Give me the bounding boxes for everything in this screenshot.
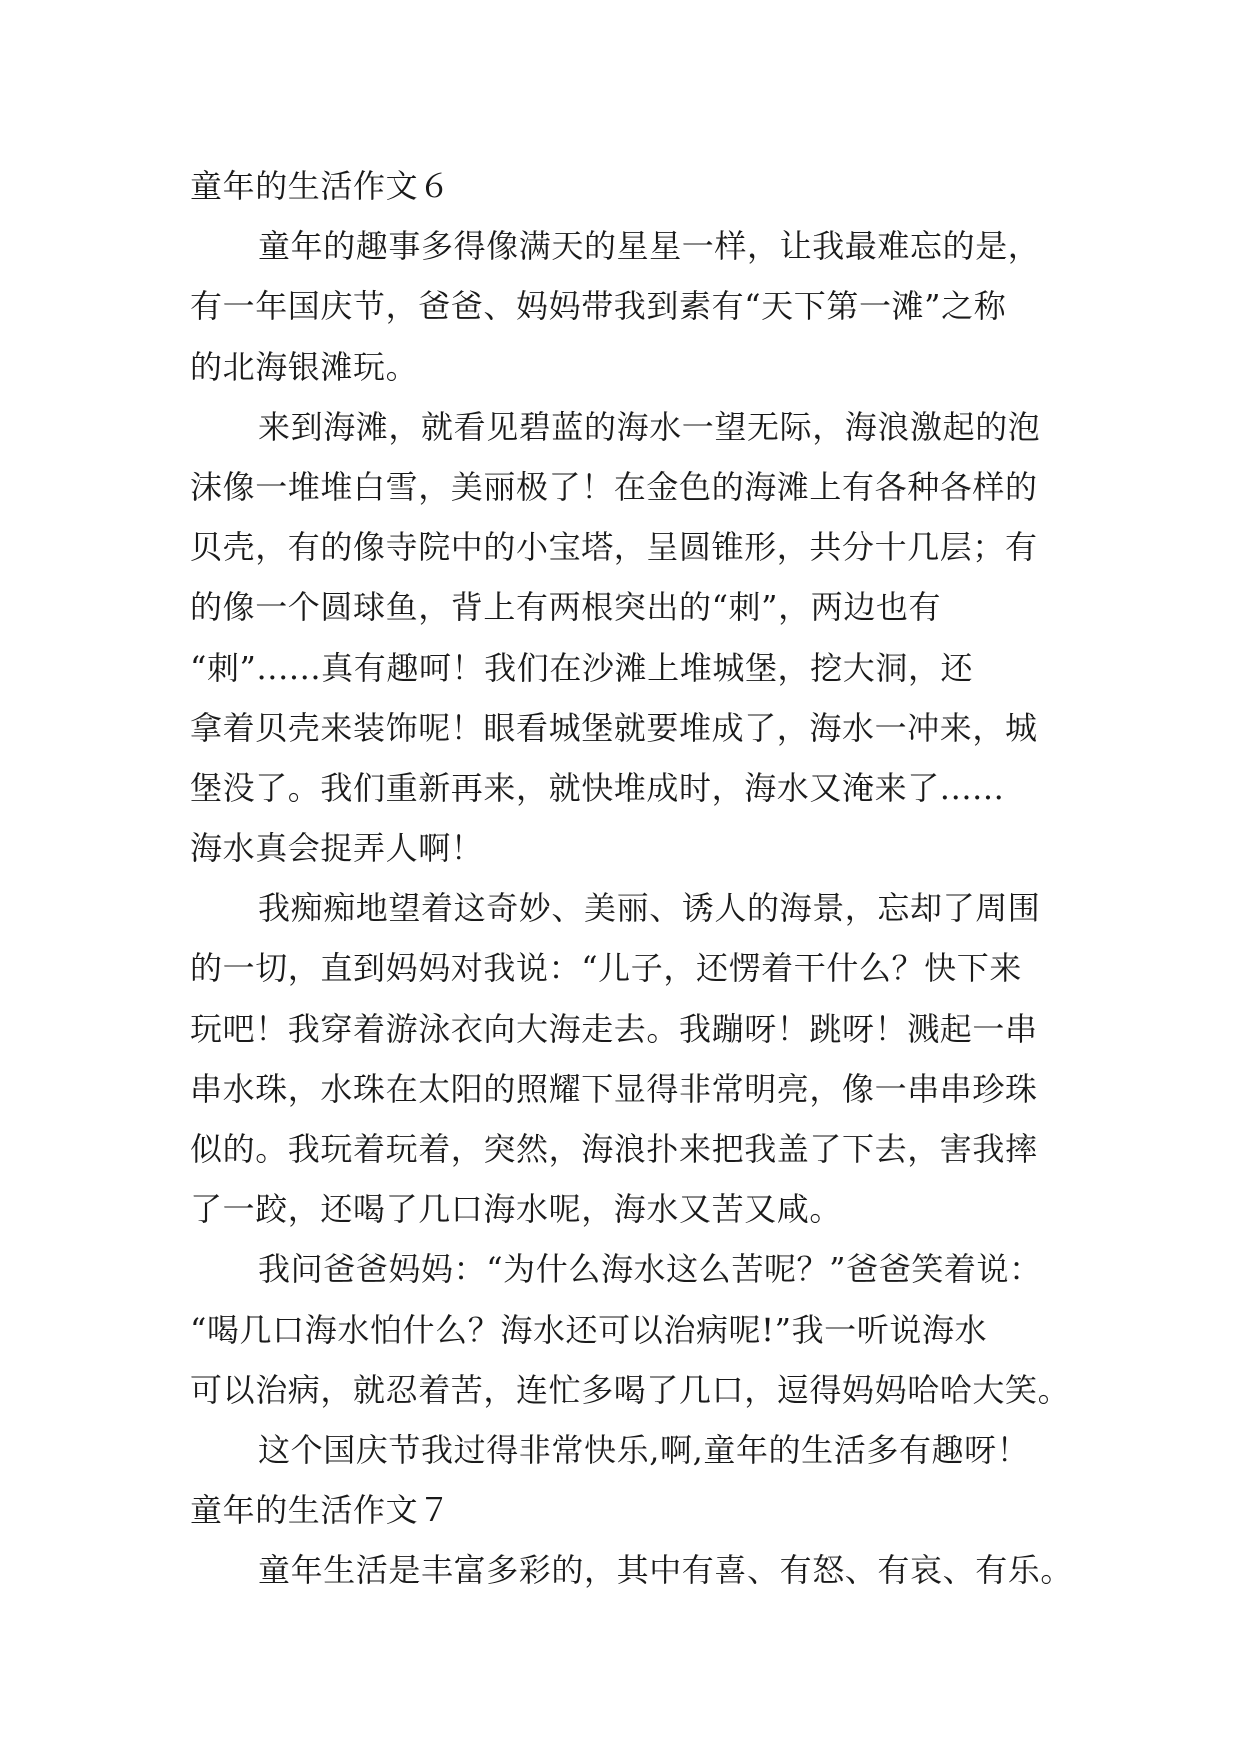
text-line: 似的。我玩着玩着，突然，海浪扑来把我盖了下去，害我摔 <box>190 1130 1038 1168</box>
text-line: 来到海滩，就看见碧蓝的海水一望无际，海浪激起的泡 <box>258 407 1041 446</box>
document-body <box>190 156 1074 1601</box>
text-line: 的像一个圆球鱼，背上有两根突出的“刺”，两边也有 <box>190 588 942 627</box>
text-line: “喝几口海水怕什么？海水还可以治病呢!”我一听说海水 <box>190 1310 988 1349</box>
text-line: 童年的趣事多得像满天的星星一样，让我最难忘的是， <box>258 227 1041 266</box>
text-line: 有一年国庆节，爸爸、妈妈带我到素有“天下第一滩”之称 <box>190 287 1007 326</box>
section-heading: 童年的生活作文７ <box>190 1491 451 1530</box>
text-line: 的北海银滩玩。 <box>190 347 419 386</box>
text-line: 串水珠，水珠在太阳的照耀下显得非常明亮，像一串串珍珠 <box>190 1069 1038 1108</box>
text-line: 贝壳，有的像寺院中的小宝塔，呈圆锥形，共分十几层；有 <box>190 528 1038 567</box>
text-line: 的一切，直到妈妈对我说：“儿子，还愣着干什么？快下来 <box>190 949 1022 988</box>
section-heading: 童年的生活作文６ <box>190 167 451 205</box>
text-line: 我问爸爸妈妈：“为什么海水这么苦呢？”爸爸笑着说： <box>258 1250 1042 1289</box>
text-line: 海水真会捉弄人啊！ <box>190 829 484 868</box>
text-line: 拿着贝壳来装饰呢！眼看城堡就要堆成了，海水一冲来，城 <box>190 708 1038 747</box>
text-line: 了一跤，还喝了几口海水呢，海水又苦又咸。 <box>190 1190 843 1229</box>
text-line: 玩吧！我穿着游泳衣向大海走去。我蹦呀！跳呀！溅起一串 <box>190 1009 1038 1048</box>
text-line: 这个国庆节我过得非常快乐,啊,童年的生活多有趣呀！ <box>258 1430 1030 1469</box>
text-line: 堡没了。我们重新再来，就快堆成时，海水又淹来了...... <box>190 768 1005 807</box>
text-line: 我痴痴地望着这奇妙、美丽、诱人的海景，忘却了周围 <box>258 889 1041 928</box>
text-line: 可以治病，就忍着苦，连忙多喝了几口，逗得妈妈哈哈大笑。 <box>190 1370 1071 1409</box>
text-line: “刺”......真有趣呵！我们在沙滩上堆城堡，挖大洞，还 <box>190 648 974 687</box>
text-line: 沫像一堆堆白雪，美丽极了！在金色的海滩上有各种各样的 <box>190 467 1038 506</box>
text-line: 童年生活是丰富多彩的，其中有喜、有怒、有哀、有乐。 <box>258 1551 1074 1590</box>
